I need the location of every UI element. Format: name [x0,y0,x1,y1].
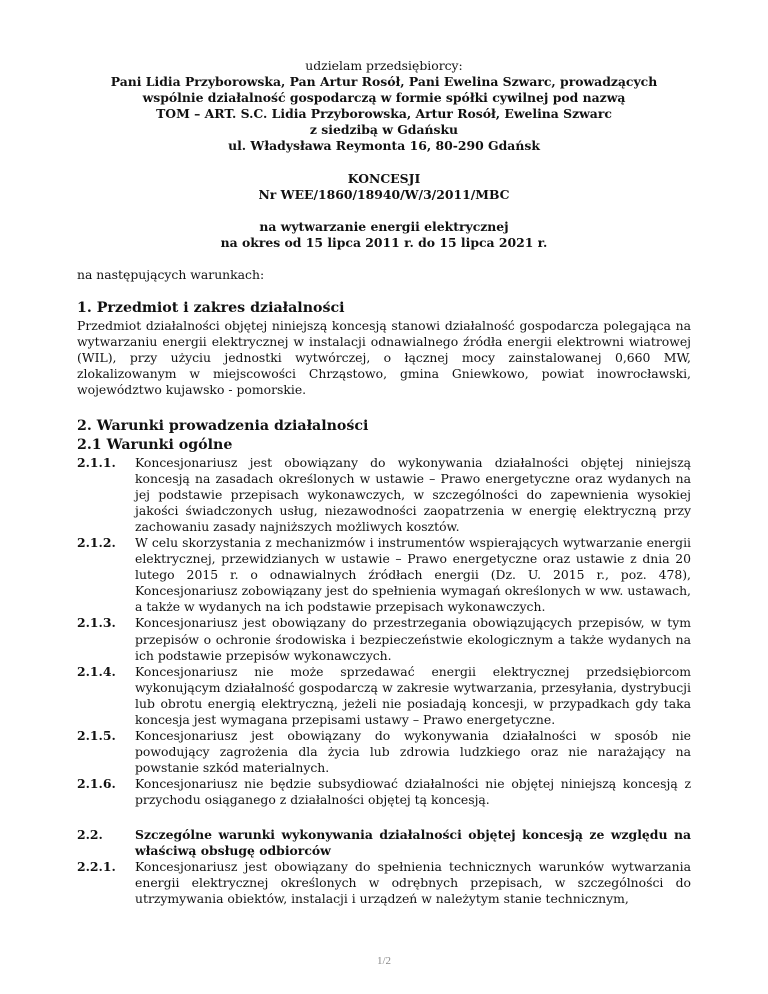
list-item [77,664,691,728]
item-number: 2.1.3. [77,615,116,631]
recipient-intro: udzielam przedsiębiorcy: [305,58,463,73]
concession-block [77,171,691,203]
company-seat: z siedzibą w Gdańsku [309,122,459,138]
general-conditions-list [77,455,691,809]
item-text: Koncesjonariusz nie może sprzedawać energii elektrycznej przedsiębiorcom wykonującym działalność gospodarczą w zakresie wytwarzania, przesyłania, dystrybucji lub obrotu energią elektryczną, jeżeli nie posiadają koncesji, w przypadkach gdy taka koncesja jest wymagana przepisami ustawy – Prawo energetyczne. [135,663,691,727]
section-1-heading: 1. Przedmiot i zakres działalności [77,300,345,317]
item-text: Koncesjonariusz jest obowiązany do przestrzegania obowiązujących przepisów, w tym przepisów o ochronie środowiska i bezpieczeństwie ekologicznym a także wydanych na ich podstawie przepisów wykonawczych. [135,615,691,663]
list-item [77,859,691,907]
document-page [77,58,691,907]
item-number: 2.1.2. [77,534,116,550]
item-number: 2.1.1. [77,454,116,470]
list-item [77,455,691,535]
section-1-body: Przedmiot działalności objętej niniejszą koncesją stanowi działalność gospodarcza polegająca na wytwarzaniu energii elektrycznej w instalacji odnawialnego źródła energii elektrowni wiatrowej (WIL), przy użyciu jednostki wytwórczej, o łącznej mocy zainstalowanej 0,660 MW, zlokalizowanym w miejscowości Chrząstowo, gmina Gniewkowo, powiat inowrocławski, województwo kujawsko - pomorskie. [77,318,691,398]
concession-number: Nr WEE/1860/18940/W/3/2011/MBC [258,186,510,202]
page-number: 1/2 [376,955,392,967]
recipient-block [77,58,691,155]
list-item [77,615,691,663]
section-2-1-heading: 2.1 Warunki ogólne [77,436,233,453]
section-2-2-heading [77,827,691,859]
list-item [77,776,691,808]
concession-title: KONCESJI [347,170,421,186]
item-number: 2.1.4. [77,663,116,679]
section-2-heading: 2. Warunki prowadzenia działalności [77,417,369,434]
item-number: 2.2.1. [77,858,116,874]
item-text: Koncesjonariusz nie będzie subsydiować działalności nie objętej niniejszą koncesją z przychodu osiąganego z działalności objętej tą koncesją. [135,776,691,808]
item-text: Koncesjonariusz jest obowiązany do spełnienia technicznych warunków wytwarzania energii elektrycznej określonych w odrębnych przepisach, w szczególności do utrzymywania obiektów, instalacji i urządzeń w należytym stanie technicznym, [135,858,691,906]
concession-period: na okres od 15 lipca 2011 r. do 15 lipca 2021 r. [220,234,548,250]
item-number: 2.2. [77,826,103,842]
recipient-names: Pani Lidia Przyborowska, Pan Artur Rosół, Pani Ewelina Szwarc, prowadzących [110,74,658,90]
recipient-form: wspólnie działalność gospodarczą w formie spółki cywilnej pod nazwą [142,90,626,106]
conditions-intro: na następujących warunkach: [77,266,265,282]
item-text: Koncesjonariusz jest obowiązany do wykonywania działalności w sposób nie powodujący zagrożenia dla życia lub zdrowia ludzkiego oraz nie narażający na powstanie szkód materialnych. [135,728,691,776]
concession-purpose: na wytwarzanie energii elektrycznej [259,218,509,234]
company-name: TOM – ART. S.C. Lidia Przyborowska, Artur Rosół, Ewelina Szwarc [156,106,612,122]
concession-purpose-block [77,219,691,251]
company-address: ul. Władysława Reymonta 16, 80-290 Gdańsk [228,138,540,154]
item-number: 2.1.5. [77,728,116,744]
list-item [77,535,691,615]
list-item [77,728,691,776]
item-text: W celu skorzystania z mechanizmów i instrumentów wspierających wytwarzanie energii elektrycznej, przewidzianych w ustawie – Prawo energetyczne oraz ustawie z dnia 20 lutego 2015 r. o odnawialnych źródłach energii (Dz. U. 2015 r., poz. 478), Koncesjonariusz zobowiązany jest do spełnienia wymagań określonych w ww. ustawach, a także w wydanych na ich podstawie przepisach wykonawczych. [135,534,691,615]
item-text: Szczególne warunki wykonywania działalności objętej koncesją ze względu na właściwą obsługę odbiorców [135,826,691,858]
item-text: Koncesjonariusz jest obowiązany do wykonywania działalności objętej niniejszą koncesją na zasadach określonych w ustawie – Prawo energetyczne oraz wydanych na jej podstawie przepisach wykonawczych, w szczególności do zapewnienia wysokiej jakości świadczonych usług, niezawodności zaopatrzenia w energię elektryczną przy zachowaniu zasady najniższych możliwych kosztów. [135,454,691,534]
item-number: 2.1.6. [77,776,116,792]
